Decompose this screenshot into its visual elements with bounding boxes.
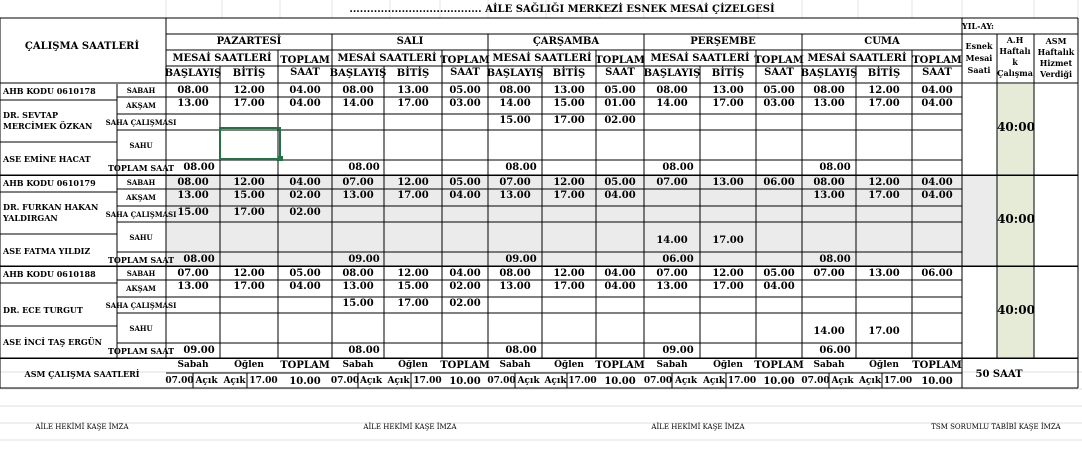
day-total: 08.00 (819, 162, 851, 173)
start-time: 08.00 (813, 85, 845, 96)
row-label: SAHU (129, 232, 153, 242)
asm-open-marker: Açık (517, 376, 540, 386)
asm-morning-label: Sabah (177, 360, 209, 370)
duration: 05.00 (289, 268, 321, 279)
duration: 04.00 (604, 190, 636, 201)
asm-total-hours: 10.00 (289, 376, 321, 387)
row-label: AKŞAM (126, 193, 156, 202)
day-total: 08.00 (348, 162, 380, 173)
nurse-name: ASE İNCİ TAŞ ERGÜN (3, 337, 102, 347)
sheet-title: ...................................... AİLE SAĞLIĞI MERKEZİ ESNEK MESAİ ÇİZELGESİ (349, 4, 775, 15)
end-header: BİTİŞ (232, 68, 266, 79)
end-time: 17.00 (397, 98, 429, 109)
start-time: 14.00 (813, 326, 845, 337)
row-label: TOPLAM SAAT (107, 162, 175, 173)
total-header: TOPLAM (912, 55, 962, 66)
asm-noon-label: Öğlen (869, 360, 899, 370)
asm-open-marker: Açık (223, 376, 246, 386)
start-time: 13.00 (813, 98, 845, 109)
end-time: 12.00 (868, 177, 900, 188)
start-time: 08.00 (342, 268, 374, 279)
duration: 04.00 (289, 177, 321, 188)
end-time: 15.00 (553, 98, 585, 109)
row-label: SAHU (129, 323, 153, 333)
esnek-header-line: Esnek (965, 41, 993, 51)
asm-noon-label: Öğlen (713, 360, 743, 370)
start-time: 07.00 (499, 177, 531, 188)
asm-open-marker: Açık (544, 376, 567, 386)
asm-open-marker: Açık (387, 376, 410, 386)
asm-total-hours: 10.00 (604, 376, 636, 387)
end-time: 12.00 (397, 177, 429, 188)
weekly-total: 40:00 (997, 303, 1035, 317)
hours-header: SAAT (450, 67, 480, 78)
end-time: 15.00 (233, 190, 265, 201)
asm-morning-label: Sabah (499, 360, 531, 370)
day-header: CUMA (864, 36, 900, 47)
start-time: 08.00 (656, 85, 688, 96)
day-total: 09.00 (183, 345, 215, 356)
day-total: 08.00 (183, 162, 215, 173)
start-time: 14.00 (499, 98, 531, 109)
start-time: 13.00 (813, 190, 845, 201)
duration: 04.00 (449, 268, 481, 279)
end-time: 17.00 (233, 281, 265, 292)
selected-cell (220, 128, 280, 159)
end-time: 17.00 (868, 326, 900, 337)
row-label: SABAH (126, 178, 156, 187)
start-time: 13.00 (656, 281, 688, 292)
duration: 05.00 (604, 85, 636, 96)
end-time: 17.00 (397, 190, 429, 201)
duration: 02.00 (604, 115, 636, 126)
mesai-saatleri-header: MESAİ SAATLERİ (172, 53, 272, 64)
start-time: 13.00 (499, 281, 531, 292)
duration: 03.00 (763, 98, 795, 109)
hours-header: SAAT (290, 67, 320, 78)
duration: 01.00 (604, 98, 636, 109)
duration: 04.00 (921, 85, 953, 96)
end-header: BİTİŞ (711, 68, 745, 79)
total-header: TOPLAM (595, 55, 645, 66)
total-header: TOPLAM (280, 55, 330, 66)
start-time: 14.00 (342, 98, 374, 109)
row-label: SAHA ÇALIŞMASI (105, 209, 177, 219)
start-time: 13.00 (177, 98, 209, 109)
start-header: BAŞLAYIŞ (164, 68, 222, 79)
asm-morning-label: Sabah (342, 360, 374, 370)
end-time: 13.00 (712, 85, 744, 96)
row-label: SABAH (126, 86, 156, 95)
start-time: 13.00 (342, 281, 374, 292)
start-time: 13.00 (177, 281, 209, 292)
row-label: TOPLAM SAAT (107, 254, 175, 265)
ah-weekly-header-line: Haftalı (999, 46, 1031, 56)
end-time: 17.00 (553, 190, 585, 201)
asm-weekly-header-line: Verdiği (1039, 69, 1073, 79)
end-time: 12.00 (553, 268, 585, 279)
doctor-name: YALDIRGAN (3, 213, 58, 223)
signature-label: AİLE HEKİMİ KAŞE İMZA (363, 423, 457, 431)
asm-open-time: 07.00 (330, 376, 360, 386)
ah-weekly-header-line: A.H (1006, 35, 1024, 45)
start-time: 15.00 (499, 115, 531, 126)
row-label: AKŞAM (126, 101, 156, 110)
asm-total-hours: 10.00 (449, 376, 481, 387)
asm-morning-label: Sabah (813, 360, 845, 370)
start-time: 08.00 (177, 177, 209, 188)
day-header: PERŞEMBE (690, 36, 756, 47)
hours-header: SAAT (605, 67, 635, 78)
nurse-name: ASE EMİNE HACAT (3, 154, 91, 164)
day-total: 09.00 (505, 254, 537, 265)
duration: 02.00 (289, 207, 321, 218)
day-total: 09.00 (662, 345, 694, 356)
start-header: BAŞLAYIŞ (800, 68, 858, 79)
day-total: 08.00 (183, 254, 215, 265)
start-time: 15.00 (342, 298, 374, 309)
asm-total-hours: 10.00 (921, 376, 953, 387)
ah-weekly-header-line: Çalışma (997, 68, 1033, 78)
asm-total-label: TOPLAM (280, 360, 330, 371)
asm-open-time: 07.00 (165, 376, 194, 386)
duration: 02.00 (449, 298, 481, 309)
row-label: AKŞAM (126, 284, 156, 293)
duration: 05.00 (763, 268, 795, 279)
end-time: 17.00 (712, 281, 744, 292)
asm-open-marker: Açık (702, 376, 726, 386)
asm-open-marker: Açık (195, 376, 218, 386)
signature-label: TSM SORUMLU TABİBİ KAŞE İMZA (931, 423, 1061, 431)
asm-open-marker: Açık (831, 376, 854, 386)
mesai-saatleri-header: MESAİ SAATLERİ (807, 53, 907, 64)
asm-total-label: TOPLAM (912, 360, 962, 371)
doctor-name: DR. SEVTAP (3, 110, 58, 120)
start-time: 14.00 (656, 235, 688, 246)
total-header: TOPLAM (754, 55, 804, 66)
hours-header: SAAT (764, 67, 794, 78)
end-header: BİTİŞ (552, 68, 586, 79)
unit-code: AHB KODU 0610188 (3, 269, 96, 279)
unit-code: AHB KODU 0610179 (3, 178, 96, 188)
day-header: SALI (396, 36, 424, 47)
duration: 05.00 (604, 177, 636, 188)
asm-open-marker: Açık (674, 376, 698, 386)
row-label: SAHA ÇALIŞMASI (105, 300, 177, 310)
selection-handle (278, 156, 283, 161)
duration: 04.00 (289, 98, 321, 109)
asm-open-time: 07.00 (801, 376, 830, 386)
day-header: PAZARTESİ (216, 36, 282, 47)
asm-close-time: 17.00 (413, 376, 442, 386)
asm-open-time: 07.00 (643, 376, 673, 386)
end-time: 12.00 (397, 268, 429, 279)
doctor-name: DR. ECE TURGUT (3, 305, 83, 315)
duration: 03.00 (449, 98, 481, 109)
asm-noon-label: Öğlen (234, 360, 264, 370)
day-total: 08.00 (505, 162, 537, 173)
nurse-name: ASE FATMA YILDIZ (3, 246, 91, 256)
start-time: 08.00 (177, 85, 209, 96)
end-header: BİTİŞ (867, 68, 901, 79)
asm-open-time: 07.00 (487, 376, 516, 386)
duration: 04.00 (449, 190, 481, 201)
total-header: TOPLAM (440, 55, 490, 66)
start-header: BAŞLAYIŞ (486, 68, 544, 79)
start-time: 07.00 (656, 268, 688, 279)
end-time: 13.00 (868, 268, 900, 279)
working-hours-header: ÇALIŞMA SAATLERİ (24, 41, 140, 52)
asm-weekly-summary: 50 SAAT (975, 369, 1023, 380)
asm-noon-label: Öğlen (554, 360, 584, 370)
duration: 04.00 (289, 85, 321, 96)
start-time: 08.00 (342, 85, 374, 96)
asm-morning-label: Sabah (656, 360, 688, 370)
end-time: 17.00 (397, 298, 429, 309)
row-label: SAHA ÇALIŞMASI (105, 117, 177, 127)
day-total: 08.00 (819, 254, 851, 265)
day-total: 08.00 (348, 345, 380, 356)
end-time: 17.00 (553, 115, 585, 126)
start-time: 07.00 (656, 177, 688, 188)
end-time: 13.00 (712, 177, 744, 188)
duration: 04.00 (921, 98, 953, 109)
day-total: 06.00 (662, 254, 694, 265)
start-time: 13.00 (499, 190, 531, 201)
signature-label: AİLE HEKİMİ KAŞE İMZA (651, 423, 745, 431)
end-time: 15.00 (397, 281, 429, 292)
asm-close-time: 17.00 (568, 376, 597, 386)
asm-total-label: TOPLAM (754, 360, 804, 371)
weekly-total: 40:00 (997, 212, 1035, 226)
end-time: 12.00 (553, 177, 585, 188)
asm-total-hours: 10.00 (763, 376, 795, 387)
start-time: 13.00 (342, 190, 374, 201)
start-time: 08.00 (813, 177, 845, 188)
end-time: 17.00 (712, 98, 744, 109)
duration: 04.00 (604, 281, 636, 292)
day-total: 08.00 (505, 345, 537, 356)
duration: 04.00 (763, 281, 795, 292)
asm-noon-label: Öğlen (398, 360, 428, 370)
end-time: 17.00 (712, 235, 744, 246)
mesai-saatleri-header: MESAİ SAATLERİ (650, 53, 750, 64)
start-time: 08.00 (499, 268, 531, 279)
start-time: 08.00 (499, 85, 531, 96)
end-time: 17.00 (233, 98, 265, 109)
start-header: BAŞLAYIŞ (643, 68, 701, 79)
end-time: 13.00 (397, 85, 429, 96)
asm-hours-label: ASM ÇALIŞMA SAATLERİ (24, 369, 140, 379)
hours-header: SAAT (922, 67, 952, 78)
end-time: 17.00 (553, 281, 585, 292)
unit-code: AHB KODU 0610178 (3, 86, 96, 96)
start-time: 07.00 (342, 177, 374, 188)
end-time: 13.00 (553, 85, 585, 96)
start-header: BAŞLAYIŞ (329, 68, 387, 79)
asm-close-time: 17.00 (883, 376, 913, 386)
duration: 02.00 (449, 281, 481, 292)
esnek-header-line: Saati (967, 65, 991, 75)
row-label: TOPLAM SAAT (107, 345, 175, 356)
end-time: 12.00 (233, 85, 265, 96)
row-label: SAHU (129, 140, 153, 150)
end-time: 17.00 (868, 98, 900, 109)
asm-open-marker: Açık (359, 376, 383, 386)
end-time: 17.00 (868, 190, 900, 201)
duration: 05.00 (449, 177, 481, 188)
end-header: BİTİŞ (396, 68, 430, 79)
duration: 02.00 (289, 190, 321, 201)
asm-weekly-header-line: Haftalık (1037, 47, 1075, 57)
day-total: 08.00 (662, 162, 694, 173)
duration: 05.00 (763, 85, 795, 96)
end-time: 12.00 (868, 85, 900, 96)
day-total: 06.00 (819, 345, 851, 356)
doctor-name: MERCİMEK ÖZKAN (3, 121, 93, 131)
ah-weekly-header-line: k (1012, 57, 1018, 67)
start-time: 07.00 (813, 268, 845, 279)
asm-open-marker: Açık (858, 376, 882, 386)
doctor-name: DR. FURKAN HAKAN (3, 202, 99, 212)
duration: 04.00 (921, 177, 953, 188)
asm-weekly-header-line: Hizmet (1039, 58, 1073, 68)
asm-total-label: TOPLAM (440, 360, 490, 371)
duration: 04.00 (289, 281, 321, 292)
start-time: 14.00 (656, 98, 688, 109)
row-label: SABAH (126, 269, 156, 278)
asm-total-label: TOPLAM (595, 360, 645, 371)
weekly-total: 40:00 (997, 120, 1035, 134)
year-month-label: YIL-AY: (962, 21, 994, 31)
unit2-esnek-shade (962, 176, 997, 266)
duration: 06.00 (763, 177, 795, 188)
day-header: ÇARŞAMBA (532, 36, 600, 47)
end-time: 12.00 (233, 268, 265, 279)
asm-close-time: 17.00 (727, 376, 757, 386)
start-time: 07.00 (177, 268, 209, 279)
duration: 06.00 (921, 268, 953, 279)
end-time: 17.00 (233, 207, 265, 218)
end-time: 12.00 (712, 268, 744, 279)
end-time: 12.00 (233, 177, 265, 188)
day-total: 09.00 (348, 254, 380, 265)
mesai-saatleri-header: MESAİ SAATLERİ (337, 53, 437, 64)
duration: 04.00 (921, 190, 953, 201)
start-time: 15.00 (177, 207, 209, 218)
duration: 04.00 (604, 268, 636, 279)
asm-weekly-header-line: ASM (1045, 36, 1067, 46)
duration: 05.00 (449, 85, 481, 96)
start-time: 13.00 (177, 190, 209, 201)
esnek-header-line: Mesai (965, 53, 993, 63)
signature-label: AİLE HEKİMİ KAŞE İMZA (35, 423, 129, 431)
asm-close-time: 17.00 (249, 376, 278, 386)
mesai-saatleri-header: MESAİ SAATLERİ (492, 53, 592, 64)
